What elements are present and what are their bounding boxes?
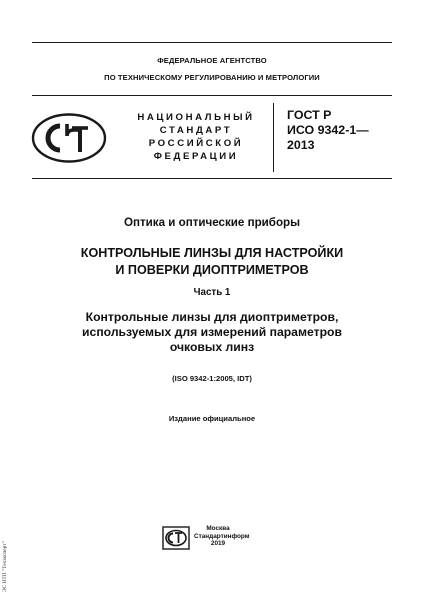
edition-note: Издание официальное xyxy=(168,414,256,423)
side-watermark: ЭС НТП "Техэксперт" xyxy=(2,541,8,592)
publisher-city: Москва xyxy=(206,525,230,532)
certification-logo-icon xyxy=(30,112,108,164)
standard-line-3: 2013 xyxy=(287,138,315,152)
publisher-info xyxy=(194,525,250,548)
document-title-line-2: И ПОВЕРКИ ДИОПТРИМЕТРОВ xyxy=(115,263,309,277)
title-divider xyxy=(32,178,392,179)
document-subject: Оптика и оптические приборы xyxy=(123,216,301,229)
standard-designation xyxy=(287,108,397,153)
publisher-year: 2019 xyxy=(210,540,226,548)
document-title-line-1: КОНТРОЛЬНЫЕ ЛИНЗЫ ДЛЯ НАСТРОЙКИ xyxy=(80,246,344,260)
stamp-line-2: СТАНДАРТ xyxy=(159,125,233,136)
agency-line-2: ПО ТЕХНИЧЕСКОМУ РЕГУЛИРОВАНИЮ И МЕТРОЛОГИИ xyxy=(104,73,320,82)
part-title-line-3: очковых линз xyxy=(169,340,255,354)
publisher-name: Стандартинформ xyxy=(194,532,250,540)
agency-line-1: ФЕДЕРАЛЬНОЕ АГЕНТСТВО xyxy=(157,56,267,65)
stamp-line-3: РОССИЙСКОЙ xyxy=(148,138,244,149)
publisher-logo-icon xyxy=(162,526,190,550)
vertical-divider xyxy=(273,103,274,172)
part-title-line-1: Контрольные линзы для диоптриметров, xyxy=(85,310,339,324)
stamp-line-1: НАЦИОНАЛЬНЫЙ xyxy=(137,112,255,123)
standard-line-1: ГОСТ Р xyxy=(287,108,332,122)
national-standard-label xyxy=(130,111,262,163)
stamp-line-4: ФЕДЕРАЦИИ xyxy=(153,151,239,162)
international-identity: (ISO 9342-1:2005, IDT) xyxy=(172,374,252,383)
document-part: Часть 1 xyxy=(193,287,231,298)
standard-line-2: ИСО 9342-1— xyxy=(287,123,369,137)
top-divider xyxy=(32,42,392,43)
header-divider xyxy=(32,95,392,96)
part-title-line-2: используемых для измерений параметров xyxy=(82,325,342,339)
